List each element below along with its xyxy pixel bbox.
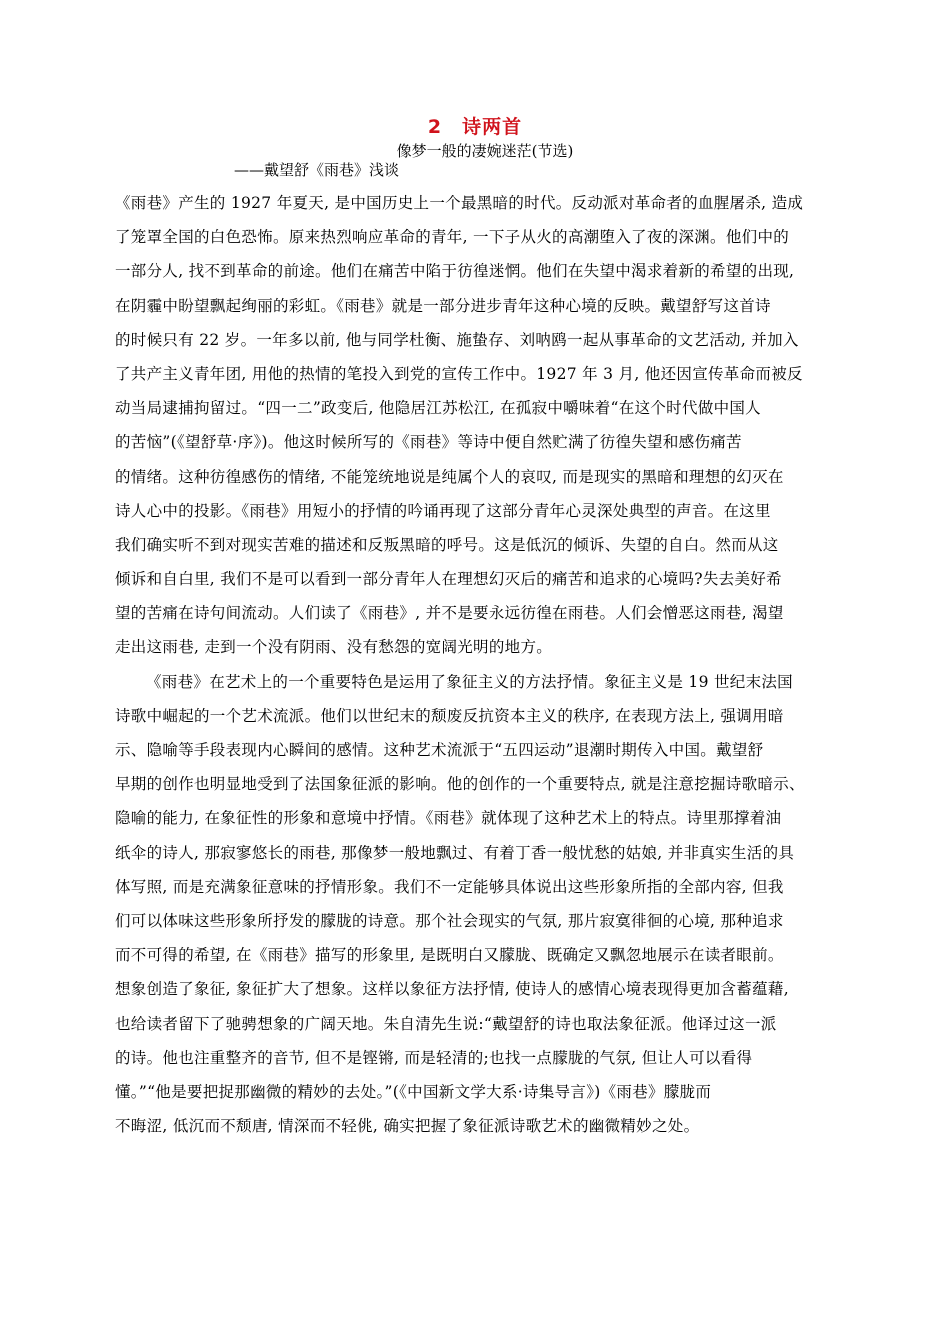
text-line: 了共产主义青年团, 用他的热情的笔投入到党的宣传工作中。1927 年 3 月, 他还因宣传革命而被反 (115, 364, 803, 383)
text-line: 倾诉和自白里, 我们不是可以看到一部分青年人在理想幻灭后的痛苦和追求的心境吗?失去美好希 (115, 570, 782, 589)
text-line: 诗人心中的投影。《雨巷》用短小的抒情的吟诵再现了这部分青年心灵深处典型的声音。在这里 (115, 501, 771, 520)
page-title: 2 诗两首 (427, 116, 523, 138)
text-line: 诗歌中崛起的一个艺术流派。他们以世纪末的颓废反抗资本主义的秩序, 在表现方法上, 强调用暗 (115, 706, 784, 725)
text-line: 的时候只有 22 岁。一年多以前, 他与同学杜衡、施蛰存、刘呐鸥一起从事革命的文艺活动, 并加入 (115, 330, 799, 349)
text-line: 《雨巷》在艺术上的一个重要特色是运用了象征主义的方法抒情。象征主义是 19 世纪末法国 (146, 672, 793, 691)
text-line: 早期的创作也明显地受到了法国象征派的影响。他的创作的一个重要特点, 就是注意挖掘诗歌暗示、 (115, 775, 805, 794)
text-line: 懂。”“他是要把捉那幽微的精妙的去处。”(《中国新文学大系·诗集导言》)《雨巷》朦胧而 (115, 1082, 712, 1101)
author-line: ——戴望舒《雨巷》浅谈 (234, 161, 400, 179)
text-line: 示、隐喻等手段表现内心瞬间的感情。这种艺术流派于“五四运动”退潮时期传入中国。戴望舒 (115, 741, 764, 759)
text-line: 而不可得的希望, 在《雨巷》描写的形象里, 是既明白又朦胧、既确定又飘忽地展示在读者眼前。 (115, 946, 784, 965)
text-line: 也给读者留下了驰骋想象的广阔天地。朱自清先生说:“戴望舒的诗也取法象征派。他译过这一派 (115, 1014, 777, 1033)
text-line: 动当局逮捕拘留过。“四一二”政变后, 他隐居江苏松江, 在孤寂中嚼味着“在这个时代做中国人 (115, 399, 761, 418)
text-line: 一部分人, 找不到革命的前途。他们在痛苦中陷于彷徨迷惘。他们在失望中渴求着新的希望的出现, (115, 262, 795, 281)
text-line: 体写照, 而是充满象征意味的抒情形象。我们不一定能够具体说出这些形象所指的全部内容, 但我 (115, 877, 784, 896)
text-line: 隐喻的能力, 在象征性的形象和意境中抒情。《雨巷》就体现了这种艺术上的特点。诗里那撑着油 (115, 809, 782, 828)
page-subtitle: 像梦一般的凄婉迷茫(节选) (396, 142, 574, 160)
text-line: 们可以体味这些形象所抒发的朦胧的诗意。那个社会现实的气氛, 那片寂寞徘徊的心境, 那种追求 (115, 911, 784, 930)
article-body (115, 186, 843, 1143)
text-line: 不晦涩, 低沉而不颓唐, 情深而不轻佻, 确实把握了象征派诗歌艺术的幽微精妙之处。 (115, 1117, 700, 1136)
text-line: 望的苦痛在诗句间流动。人们读了《雨巷》, 并不是要永远彷徨在雨巷。人们会憎恶这雨巷, 渴望 (115, 604, 784, 623)
text-line: 《雨巷》产生的 1927 年夏天, 是中国历史上一个最黑暗的时代。反动派对革命者的血腥屠杀, 造成 (115, 194, 804, 212)
paragraph (115, 665, 843, 1144)
text-line: 的诗。他也注重整齐的音节, 但不是铿锵, 而是轻清的;也找一点朦胧的气氛, 但让人可以看得 (115, 1048, 753, 1067)
text-line: 纸伞的诗人, 那寂寥悠长的雨巷, 那像梦一般地飘过、有着丁香一般忧愁的姑娘, 并非真实生活的具 (115, 843, 795, 862)
text-line: 的情绪。这种彷徨感伤的情绪, 不能笼统地说是纯属个人的哀叹, 而是现实的黑暗和理想的幻灭在 (115, 467, 784, 486)
text-line: 了笼罩全国的白色恐怖。原来热烈响应革命的青年, 一下子从火的高潮堕入了夜的深渊。他们中的 (115, 228, 790, 247)
text-line: 在阴霾中盼望飘起绚丽的彩虹。《雨巷》就是一部分进步青年这种心境的反映。戴望舒写这首诗 (115, 296, 771, 315)
text-line: 想象创造了象征, 象征扩大了想象。这样以象征方法抒情, 使诗人的感情心境表现得更加含蓄蕴藉, (115, 980, 789, 999)
paragraph (115, 186, 843, 665)
text-line: 我们确实听不到对现实苦难的描述和反叛黑暗的呼号。这是低沉的倾诉、失望的自白。然而从这 (115, 535, 779, 554)
text-line: 的苦恼”(《望舒草·序》)。他这时候所写的《雨巷》等诗中便自然贮满了彷徨失望和感伤痛苦 (115, 433, 742, 452)
text-line: 走出这雨巷, 走到一个没有阴雨、没有愁怨的宽阔光明的地方。 (115, 638, 553, 657)
